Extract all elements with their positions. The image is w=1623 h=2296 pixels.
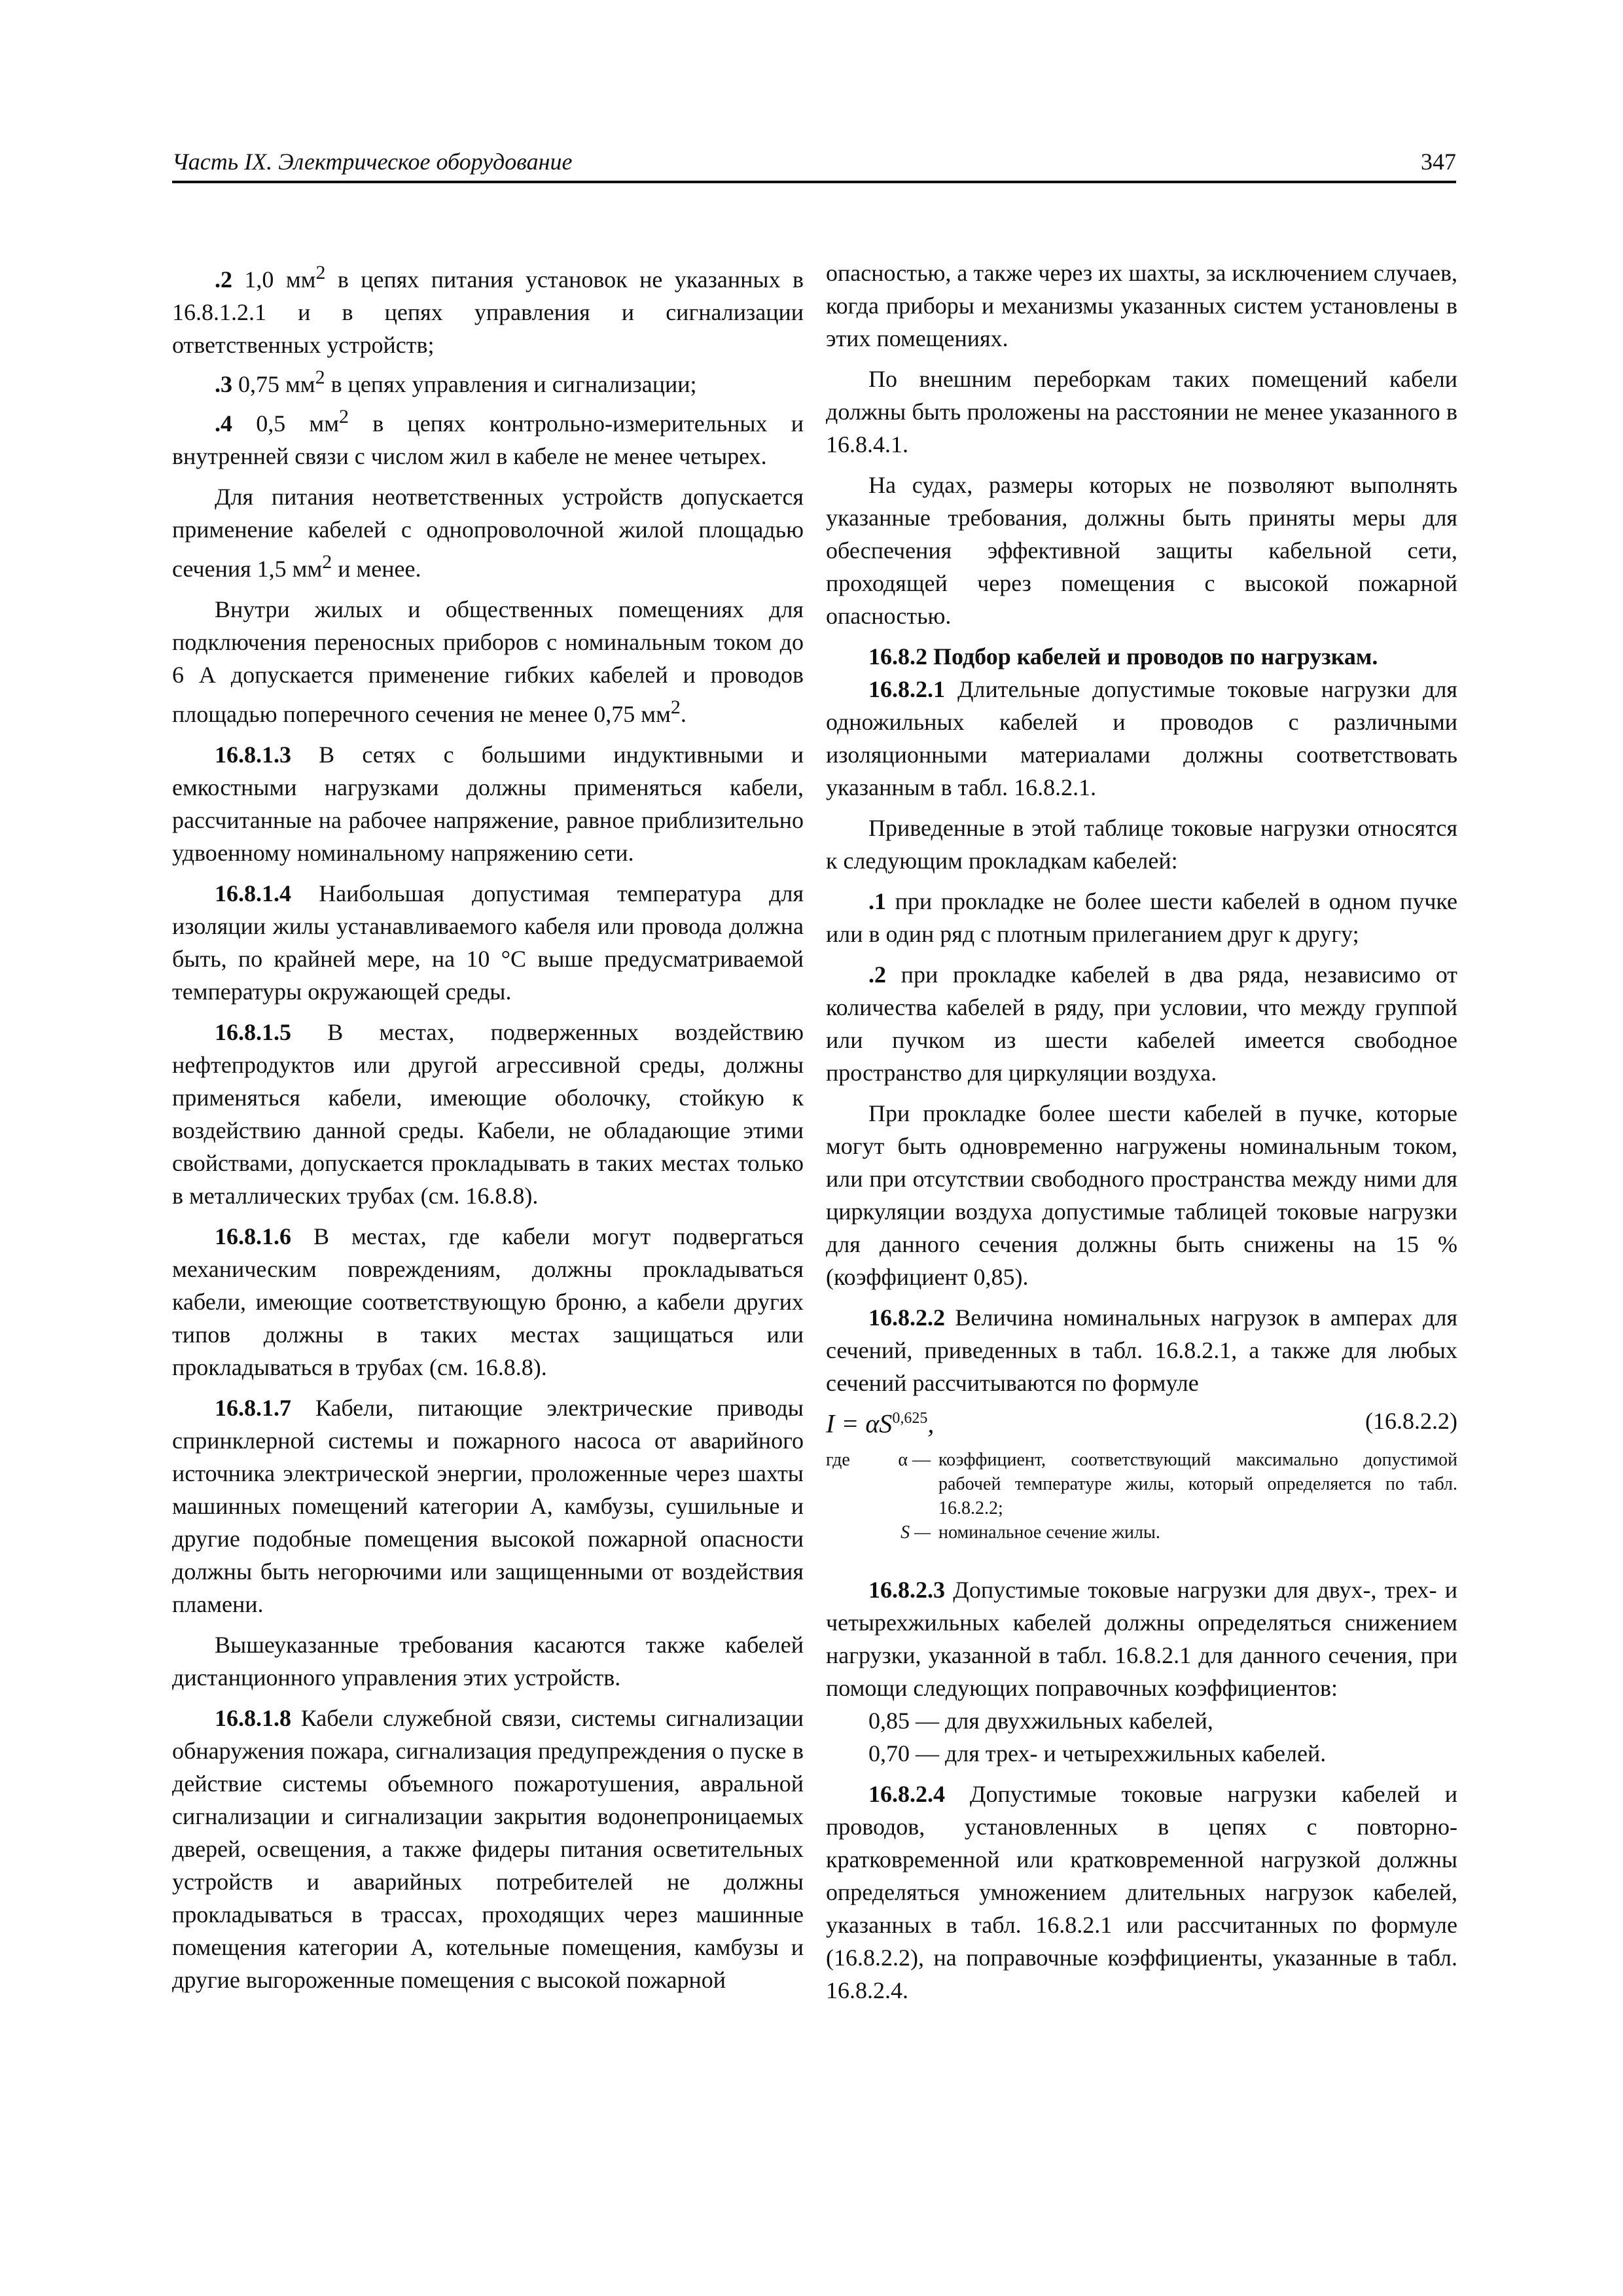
coefficient-two-core: 0,85 — для двухжильных кабелей, [868,1708,1213,1734]
section-heading-16-8-2: 16.8.2 Подбор кабелей и проводов по нагрузкам. [868,643,1378,670]
legend-row-alpha: где α — коэффициент, соответствующий максимально допустимой рабочей температуре жилы, который определяется по табл. 16.8.2.2; [826,1450,1457,1518]
page-header [172,145,1456,183]
running-title: Часть IX. Электрическое оборудование [172,149,573,175]
paragraph-continuation: опасностью, а также через их шахты, за исключением случаев, когда приборы и механизмы указанных систем установлены в этих помещениях. [826,260,1457,351]
paragraph-portable: Внутри жилых и общественных помещениях для подключения переносных приборов с номинальным током до 6 А допускается применение гибких кабелей и проводов площадью поперечного сечения не менее 0,75 $мм^2$. [172,596,804,727]
section-16-8-2-4: 16.8.2.4 Допустимые токовые нагрузки кабелей и проводов, установленных в цепях с повторно-кратковременной или кратковременной нагрузкой должны определяться умножением длительных нагрузок кабелей, указанных в табл. 16.8.2.1 или рассчитанных по формуле (16.8.2.2), на поправочные коэффициенты, указанные в табл. 16.8.2.4. [826,1781,1457,2003]
section-16-8-1-3: 16.8.1.3 В сетях с большими индуктивными и емкостными нагрузками должны применяться кабели, рассчитанные на рабочее напряжение, равное приблизительно удвоенному номинальному напряжению сети. [172,742,804,866]
paragraph-item-2: .2 1,0 $мм^2$ в цепях питания установок не указанных в 16.8.1.2.1 и в цепях управления и сигнализации ответственных устройств; [172,262,804,358]
section-16-8-1-7: 16.8.1.7 Кабели, питающие электрические приводы спринклерной системы и пожарного насоса от аварийного источника электрической энергии, проложенные через шахты машинных помещений категории А, камбузы, сушильные и другие подобные помещения высокой пожарной опасности должны быть негорючими или защищенными от воздействия пламени. [172,1395,804,1617]
section-16-8-2-3: 16.8.2.3 Допустимые токовые нагрузки для двух-, трех- и четырехжильных кабелей должны определяться снижением нагрузки, указанной в табл. 16.8.2.1 для данного сечения, при помощи следующих поправочных коэффициентов: [826,1577,1457,1701]
section-16-8-1-6: 16.8.1.6 В местах, где кабели могут подвергаться механическим повреждениям, должны прокладываться кабели, имеющие соответствующую броню, а кабели других типов должны в таких местах защищаться или прокладываться в трубах (см. 16.8.8). [172,1223,804,1380]
formula-legend [826,1448,1457,1545]
section-16-8-2-1: 16.8.2.1 Длительные допустимые токовые нагрузки для одножильных кабелей и проводов с различными изоляционными материалами должны соответствовать указанным в табл. 16.8.2.1. [826,676,1457,800]
section-16-8-2-2: 16.8.2.2 Величина номинальных нагрузок в амперах для сечений, приведенных в табл. 16.8.2.1, а также для любых сечений рассчитываются по формуле [826,1304,1457,1396]
paragraph-item-3: .3 0,75 $мм^2$ в цепях управления и сигнализации; [215,367,697,397]
section-16-8-1-4: 16.8.1.4 Наибольшая допустимая температура для изоляции жилы устанавливаемого кабеля или провода должна быть, по крайней мере, на 10 °С выше предусматриваемой температуры окружающей среды. [172,880,804,1005]
right-column [826,257,1457,2007]
section-16-8-1-8: 16.8.1.8 Кабели служебной связи, системы сигнализации обнаружения пожара, сигнализация предупреждения о пуске в действие системы объемного пожаротушения, авральной сигнализации и сигнализации закрытия водонепроницаемых дверей, освещения, а также фидеры питания осветительных устройств и аварийных потребителей не должны прокладываться в трассах, проходящих через машинные помещения категории А, котельные помещения, камбузы и другие выгороженные помещения с высокой пожарной [172,1705,804,1993]
paragraph-item-4: .4 0,5 $мм^2$ в цепях контрольно-измерительных и внутренней связи с числом жил в кабеле не менее четырех. [172,406,804,469]
paragraph-small-ships: На судах, размеры которых не позволяют выполнять указанные требования, должны быть приняты меры для обеспечения эффективной защиты кабельной сети, проходящей через помещения с высокой пожарной опасностью. [826,472,1457,629]
formula-number: (16.8.2.2) [1365,1408,1457,1434]
formula-16-8-2-2 [826,1402,1457,1441]
paragraph-above-requirements: Вышеуказанные требования касаются также кабелей дистанционного управления этих устройств. [172,1632,804,1691]
paragraph-noncritical: Для питания неответственных устройств допускается применение кабелей с однопроволочной жилой площадью сечения 1,5 $мм^2$ и менее. [172,484,804,582]
paragraph-given-loads: Приведенные в этой таблице токовые нагрузки относятся к следующим прокладкам кабелей: [826,815,1457,874]
list-item-1: .1 при прокладке не более шести кабелей в одном пучке или в один ряд с плотным прилеганием друг к другу; [826,888,1457,947]
paragraph-bulkheads: По внешним переборкам таких помещений кабели должны быть проложены на расстоянии не менее указанного в 16.8.4.1. [826,366,1457,457]
section-16-8-1-5: 16.8.1.5 В местах, подверженных воздействию нефтепродуктов или другой агрессивной среды, должны применяться кабели, имеющие оболочку, стойкую к воздействию данной среды. Кабели, не обладающие этими свойствами, допускается прокладывать в таких местах только в металлических трубах (см. 16.8.8). [172,1019,804,1209]
formula-expression: I = αS$^{0,625}$, [826,1408,935,1439]
page-number: 347 [1421,149,1456,175]
left-column [172,257,804,1996]
paragraph-more-cables: При прокладке более шести кабелей в пучке, которые могут быть одновременно нагружены номинальным током, или при отсутствии свободного пространства между ними для циркуляции воздуха допустимые таблицей токовые нагрузки для данного сечения должны быть снижены на 15 % (коэффициент 0,85). [826,1100,1457,1290]
coefficient-three-four-core: 0,70 — для трех- и четырехжильных кабелей. [868,1740,1327,1767]
list-item-2: .2 при прокладке кабелей в два ряда, независимо от количества кабелей в ряду, при условии, что между группой или пучком из шести кабелей имеется свободное пространство для циркуляции воздуха. [826,961,1457,1086]
legend-row-s: S — номинальное сечение жилы. [901,1522,1160,1543]
